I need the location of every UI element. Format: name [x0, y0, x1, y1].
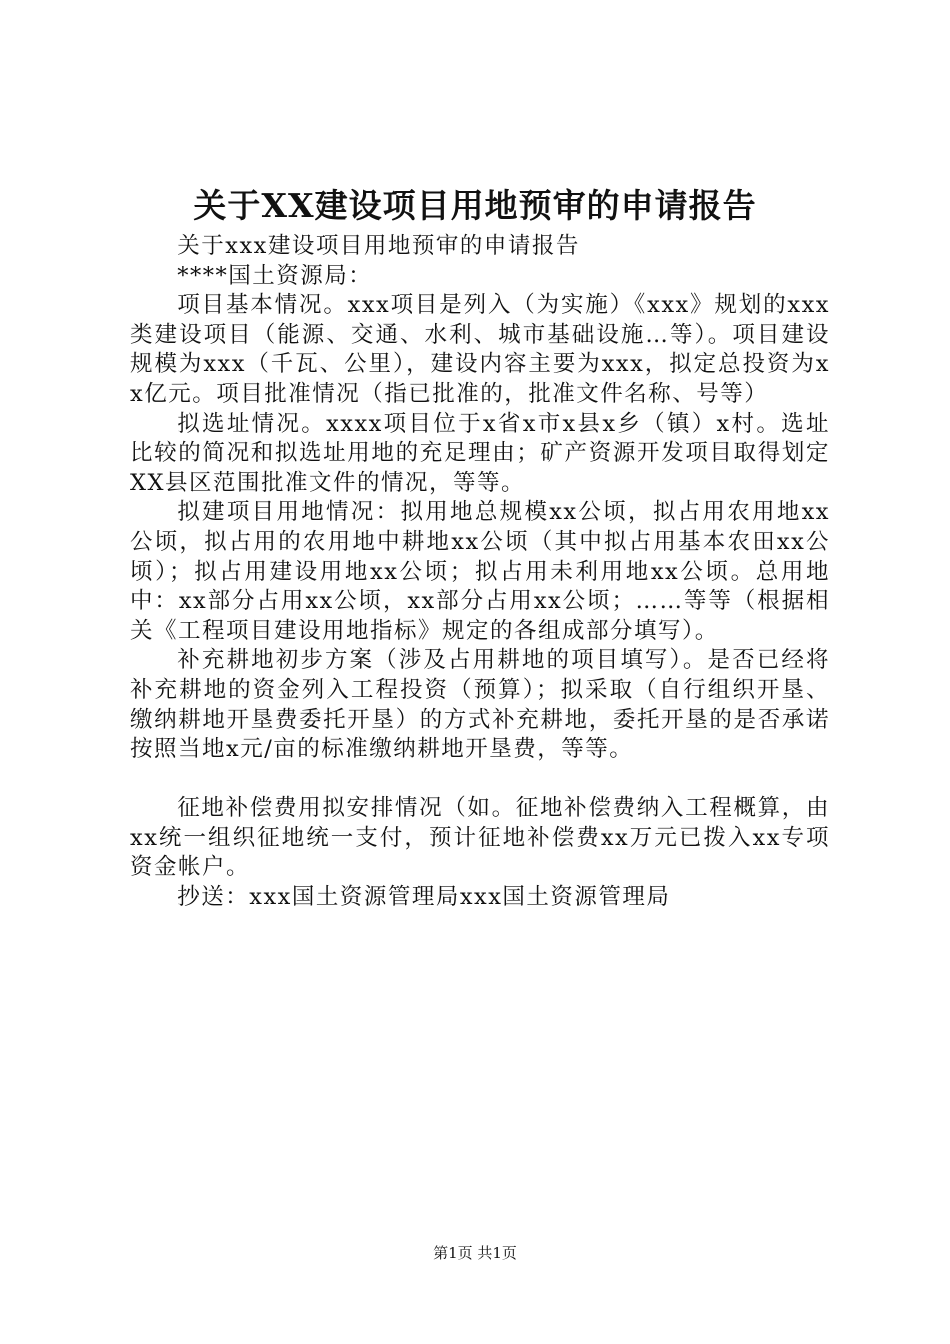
- paragraph-cc: 抄送：xxx国土资源管理局xxx国土资源管理局: [177, 884, 671, 911]
- document-body: [130, 232, 830, 913]
- paragraph-land-use: 拟建项目用地情况：拟用地总规模xx公顷，拟占用农用地xx公顷，拟占用的农用地中耕地xx公顷（其中拟占用基本农田xx公顷）；拟占用建设用地xx公顷；拟占用未利用地xx公顷。总用地中：xx部分占用xx公顷，xx部分占用xx公顷；……等等（根据相关《工程项目建设用地指标》规定的各组成部分填写）。: [130, 499, 830, 644]
- paragraph-project-overview: 项目基本情况。xxx项目是列入（为实施）《xxx》规划的xxx类建设项目（能源、交通、水利、城市基础设施…等）。项目建设规模为xxx（千瓦、公里），建设内容主要为xxx，拟定总投资为xx亿元。项目批准情况（指已批准的，批准文件名称、号等）: [130, 292, 830, 407]
- document-title: 关于XX建设项目用地预审的申请报告: [193, 186, 757, 225]
- paragraph-site-selection: 拟选址情况。xxxx项目位于x省x市x县x乡（镇）x村。选址比较的简况和拟选址用地的充足理由；矿产资源开发项目取得划定XX县区范围批准文件的情况，等等。: [130, 410, 830, 496]
- page-footer: 第1页 共1页: [433, 1244, 517, 1262]
- paragraph-expropriation-fees: 征地补偿费用拟安排情况（如。征地补偿费纳入工程概算，由xx统一组织征地统一支付，预计征地补偿费xx万元已拨入xx专项资金帐户。: [130, 795, 830, 881]
- paragraph-farmland-compensation: 补充耕地初步方案（涉及占用耕地的项目填写）。是否已经将补充耕地的资金列入工程投资（预算）；拟采取（自行组织开垦、缴纳耕地开垦费委托开垦）的方式补充耕地，委托开垦的是否承诺按照当地x元/亩的标准缴纳耕地开垦费，等等。: [130, 647, 830, 763]
- paragraph-subtitle: 关于xxx建设项目用地预审的申请报告: [177, 233, 580, 259]
- paragraph-salutation: ****国土资源局：: [177, 262, 373, 289]
